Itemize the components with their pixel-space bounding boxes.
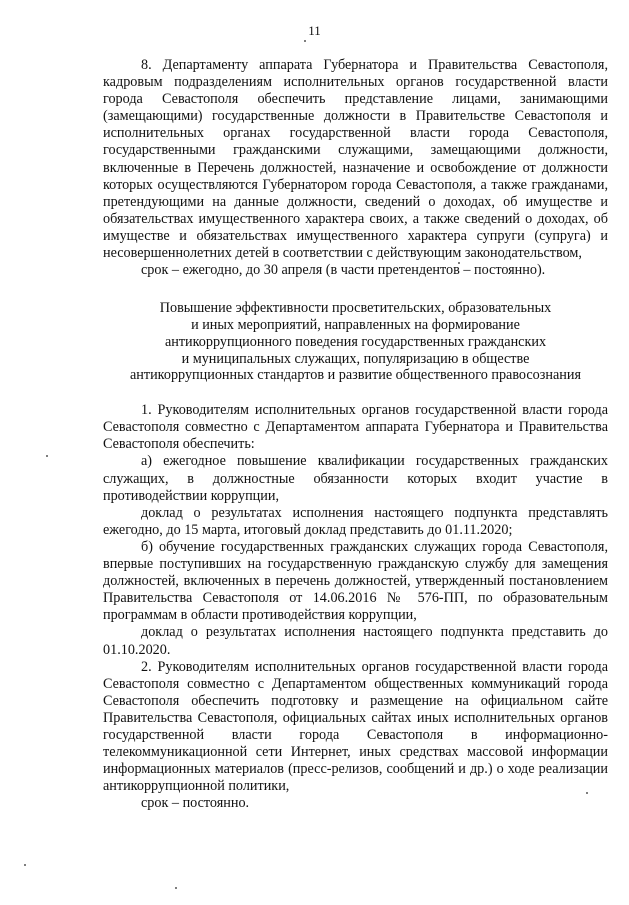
item-1-subitem-b: б) обучение государственных гражданских служащих города Севастополя, впервые поступивших на государственную гражданскую службу для замещения должностей, включенных в перечень должностей, утвержденный постановлением Правительства Севастополя от 14.06.2016 № 576-ПП, по образовательным программам в области противодействия коррупции, xyxy=(103,538,608,624)
section-heading: Повышение эффективности просветительских, образовательных и иных мероприятий, направленных на формирование антикоррупционного поведения государственных гражданских и муниципальных служащих, популяризацию в обществе антикоррупционных стандартов и развитие общественного правосознания xyxy=(130,300,581,384)
scan-speck xyxy=(304,40,306,42)
document-body xyxy=(103,57,608,812)
item-1-subitem-b-report: доклад о результатах исполнения настоящего подпункта представить до 01.10.2020. xyxy=(103,624,608,658)
scan-speck xyxy=(24,864,26,866)
item-1-intro: 1. Руководителям исполнительных органов государственной власти города Севастополя совместно с Департаментом аппарата Губернатора и Правительства Севастополя обеспечить: xyxy=(103,402,608,453)
item-1-subitem-a: а) ежегодное повышение квалификации государственных гражданских служащих, в должностные обязанности которых входит участие в противодействии коррупции, xyxy=(103,453,608,504)
section-8-deadline: срок – ежегодно, до 30 апреля (в части претендентов – постоянно). xyxy=(141,262,546,279)
scan-speck xyxy=(175,887,177,889)
scan-speck xyxy=(46,455,48,457)
item-2-paragraph: 2. Руководителям исполнительных органов государственной власти города Севастополя совместно с Департаментом общественных коммуникаций города Севастополя обеспечить подготовку и размещение на официальном сайте Правительства Севастополя, официальных сайтах иных исполнительных органов государственной власти города Севастополя в информационно-телекоммуникационной сети Интернет, иных средствах массовой информации информационных материалов (пресс-релизов, сообщений и др.) о ходе реализации антикоррупционной политики, xyxy=(103,658,608,795)
item-1-subitem-a-report: доклад о результатах исполнения настоящего подпункта представлять ежегодно, до 15 марта, итоговый доклад представить до 01.11.2020; xyxy=(103,504,608,538)
page-number: 11 xyxy=(308,23,321,38)
item-2-deadline: срок – постоянно. xyxy=(141,795,250,812)
section-8-paragraph: 8. Департаменту аппарата Губернатора и Правительства Севастополя, кадровым подразделениям исполнительных органов государственной власти города Севастополя обеспечить представление лицами, занимающими (замещающими) государственные должности в Правительстве Севастополя и исполнительных органах государственной власти города Севастополя, государственными гражданскими служащими, замещающими должности, включенные в Перечень должностей, назначение и освобождение от должности которых осуществляются Губернатором города Севастополя, а также гражданами, претендующими на данные должности, сведений о доходах, об имуществе и обязательствах имущественного характера своих, а также сведений о доходах, об имуществе и обязательствах имущественного характера супруги (супруга) и несовершеннолетних детей в соответствии с действующим законодательством, xyxy=(103,57,608,262)
